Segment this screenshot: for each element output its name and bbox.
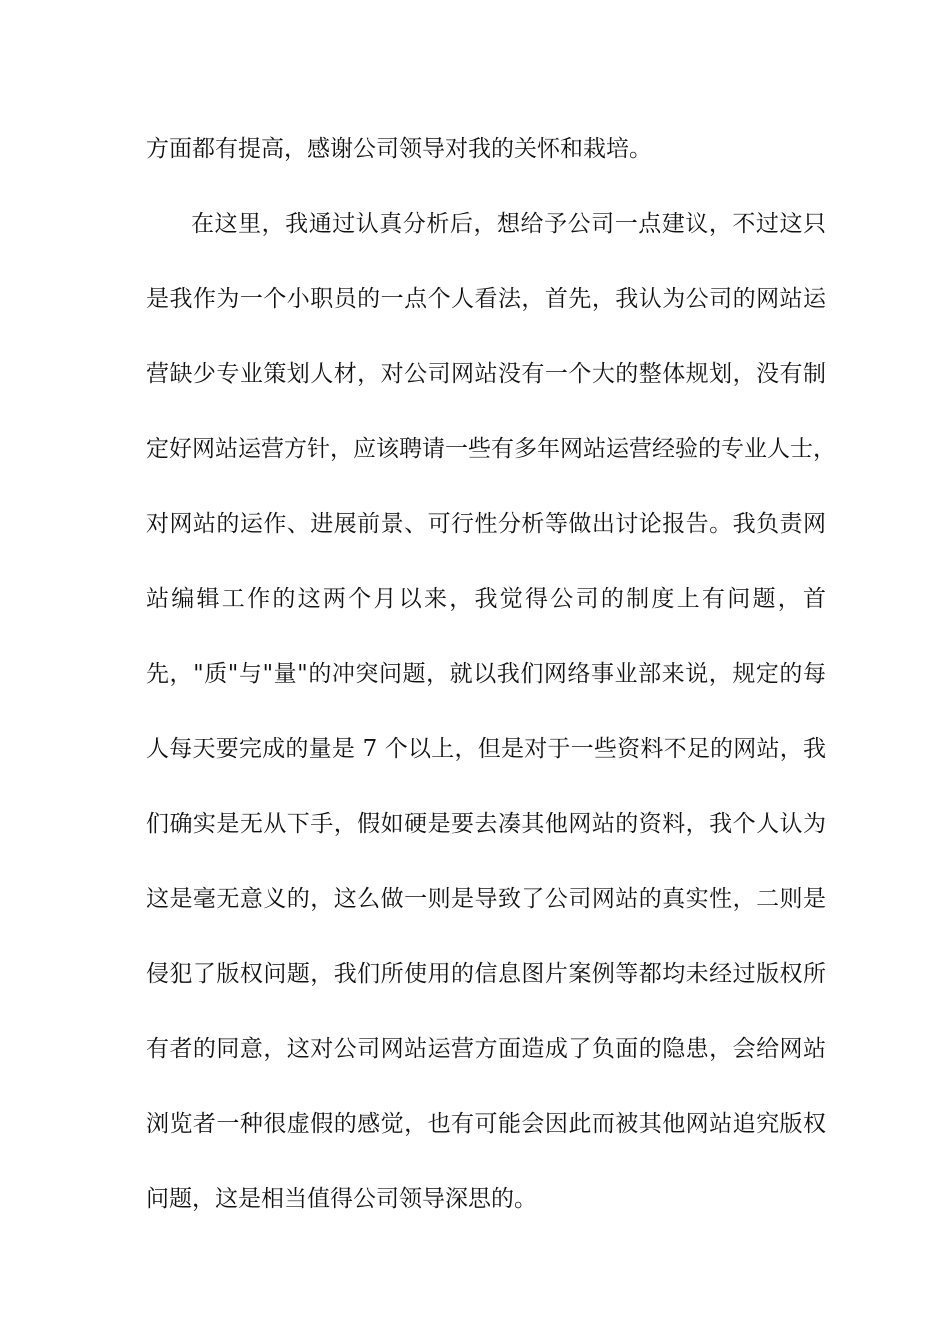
text-line-15: 问题，这是相当值得公司领导深思的。 [146, 1186, 537, 1212]
text-line-9: 人每天要完成的量是 7 个以上，但是对于一些资料不足的网站，我 [146, 736, 826, 762]
text-line-12: 侵犯了版权问题，我们所使用的信息图片案例等都均未经过版权所 [146, 961, 826, 987]
text-line-7: 站编辑工作的这两个月以来，我觉得公司的制度上有问题，首 [146, 586, 826, 612]
text-line-3: 是我作为一个小职员的一点个人看法，首先，我认为公司的网站运 [146, 286, 826, 312]
text-line-5: 定好网站运营方针，应该聘请一些有多年网站运营经验的专业人士， [146, 436, 836, 462]
text-line-14: 浏览者一种很虚假的感觉，也有可能会因此而被其他网站追究版权 [146, 1111, 826, 1137]
text-line-13: 有者的同意，这对公司网站运营方面造成了负面的隐患，会给网站 [146, 1036, 826, 1062]
text-line-8: 先，"质"与"量"的冲突问题，就以我们网络事业部来说，规定的每 [146, 661, 826, 687]
text-line-2: 在这里，我通过认真分析后，想给予公司一点建议，不过这只 [191, 211, 826, 237]
text-line-10: 们确实是无从下手，假如硬是要去凑其他网站的资料，我个人认为 [146, 811, 826, 837]
text-line-6: 对网站的运作、进展前景、可行性分析等做出讨论报告。我负责网 [146, 511, 826, 537]
text-line-11: 这是毫无意义的，这么做一则是导致了公司网站的真实性，二则是 [146, 886, 826, 912]
text-line-1: 方面都有提高，感谢公司领导对我的关怀和栽培。 [146, 136, 652, 162]
text-line-4: 营缺少专业策划人材，对公司网站没有一个大的整体规划，没有制 [146, 361, 826, 387]
